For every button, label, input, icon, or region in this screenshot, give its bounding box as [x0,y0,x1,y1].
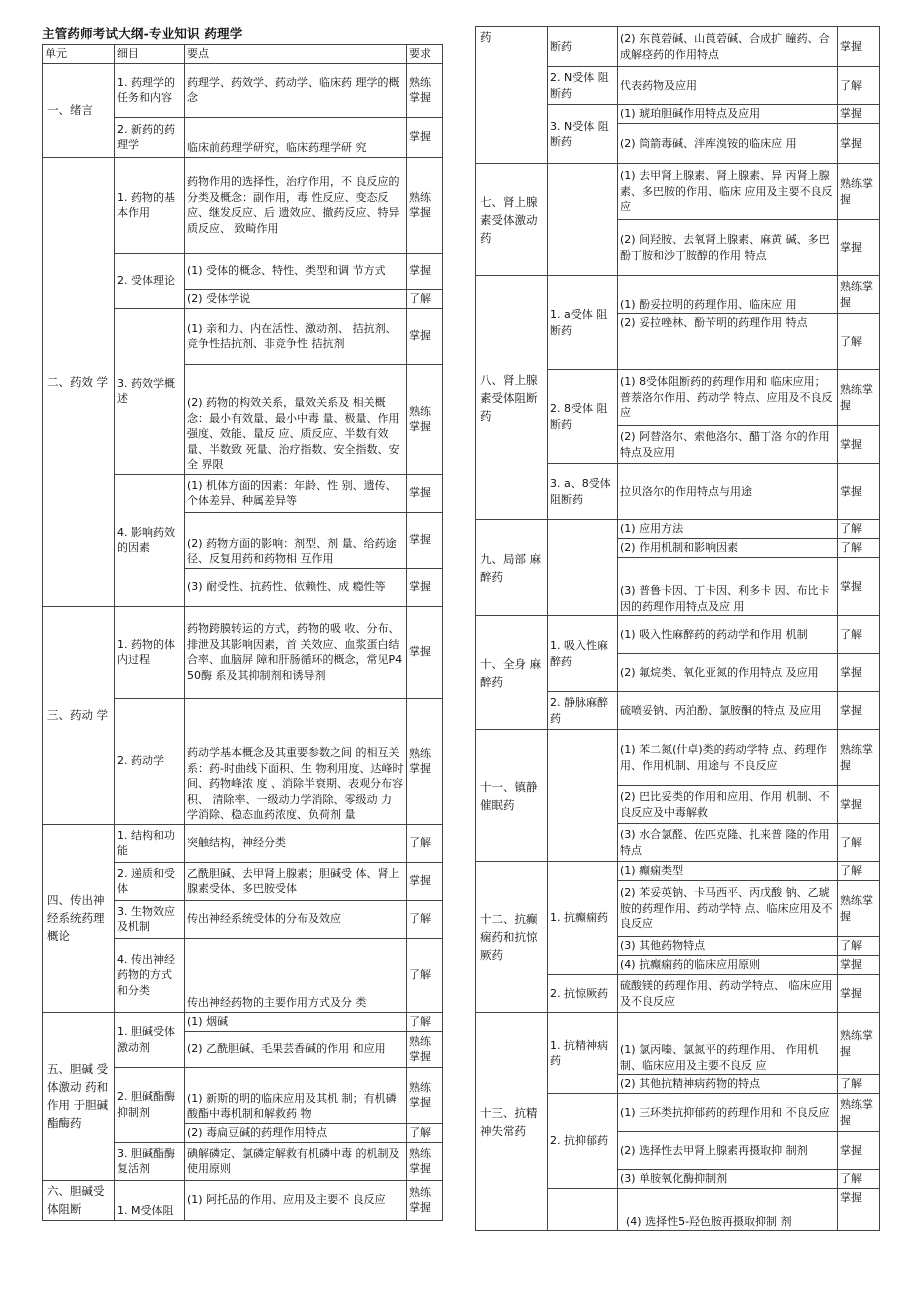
point-cell: 药动学基本概念及其重要参数之间 的相互关系：药-时曲线下面积、生 物利用度、达峰时间、药物峰浓 度 、消除半衰期、表观分布容积、 清除率、一级动力学消除、零级动 力 学消除、稳态血药浓度、负荷剂 量 [185,698,407,824]
sub-cell: 2. N受体 阻断药 [548,67,618,105]
req-cell: 掌握 [407,308,443,364]
point-cell: (1) 酚妥拉明的药理作用、临床应 用 [618,276,838,314]
left-syllabus-table [42,44,442,1221]
req-cell: 熟练掌握 [407,1067,443,1123]
req-cell: 掌握 [407,568,443,606]
sub-cell: 2. 抗惊厥药 [548,975,618,1013]
point-cell: (3) 单胺氧化酶抑制剂 [618,1170,838,1189]
header-unit: 单元 [43,45,115,64]
req-cell: 了解 [838,539,880,558]
req-cell: 了解 [407,1012,443,1031]
point-cell: (3) 耐受性、抗药性、依赖性、成 瘾性等 [185,568,407,606]
point-cell: 传出神经药物的主要作用方式及分 类 [185,938,407,1012]
table-row [476,730,880,786]
req-cell: 掌握 [838,124,880,164]
point-cell: 乙酰胆碱、去甲肾上腺素；胆碱受 体、肾上腺素受体、多巴胺受体 [185,862,407,900]
point-cell: (2) 药物方面的影响：剂型、剂 量、给药途径、反复用药和药物相 互作用 [185,512,407,568]
req-cell: 掌握 [838,956,880,975]
point-cell: (1) 烟碱 [185,1012,407,1031]
req-cell: 熟练掌握 [407,63,443,117]
req-cell: 熟练掌握 [838,370,880,426]
point-cell: (3) 其他药物特点 [618,937,838,956]
req-cell: 熟练掌握 [407,157,443,253]
req-cell: 掌握 [838,692,880,730]
point-cell: (1) 吸入性麻醉药的药动学和作用 机制 [618,616,838,654]
req-cell: 了解 [838,67,880,105]
unit-cell: 八、肾上腺素受体阻断药 [476,276,548,520]
point-cell: (1) 去甲肾上腺素、肾上腺素、异 丙肾上腺素、多巴胺的作用、临床 应用及主要不良反应 [618,164,838,220]
point-cell: (1) 8受体阻断药的药理作用和 临床应用；普萘洛尔作用、药动学 特点、应用及不良反应 [618,370,838,426]
page-title: 主管药师考试大纲-专业知识 药理学 [42,26,243,41]
table-row [43,1180,443,1220]
point-cell: (1) 琥珀胆碱作用特点及应用 [618,105,838,124]
req-cell: 掌握 [838,654,880,692]
sub-cell: 4. 影响药效的因素 [115,474,185,606]
sub-cell: 1. 药理学的任务和内容 [115,63,185,117]
point-cell: (2) 氟烷类、氧化亚氮的作用特点 及应用 [618,654,838,692]
point-cell: (4) 抗癫痫药的临床应用原则 [618,956,838,975]
point-cell: 拉贝洛尔的作用特点与用途 [618,464,838,520]
table-row [43,63,443,117]
header-point: 要点 [185,45,407,64]
point-cell: (1) 受体的概念、特性、类型和调 节方式 [185,253,407,289]
req-cell: 掌握 [838,558,880,616]
point-cell: (2) 作用机制和影响因素 [618,539,838,558]
sub-cell [548,164,618,276]
req-cell: 了解 [838,616,880,654]
req-cell: 掌握 [407,862,443,900]
point-cell: (2) 妥拉唑林、酚苄明的药理作用 特点 [618,314,838,370]
unit-cell: 九、局部 麻醉药 [476,520,548,616]
unit-cell: 四、传出神经系统药理概论 [43,824,115,1012]
sub-cell: 1. 药物的基本作用 [115,157,185,253]
point-cell: (1) 苯二氮(什卓)类的药动学特 点、药理作用、作用机制、用途与 不良反应 [618,730,838,786]
sub-cell: 3. 胆碱酯酶复活剂 [115,1142,185,1180]
sub-cell: 1. M受体阻 [115,1180,185,1220]
point-cell: (1) 三环类抗抑郁药的药理作用和 不良反应 [618,1094,838,1132]
req-cell: 熟练掌握 [838,276,880,314]
req-cell: 了解 [838,520,880,539]
req-cell: 熟练掌握 [407,1031,443,1067]
table-row [43,1012,443,1031]
header-sub: 细目 [115,45,185,64]
req-cell: 熟练掌握 [838,1094,880,1132]
sub-cell: 2. 抗抑郁药 [548,1094,618,1189]
req-cell: 了解 [838,862,880,881]
unit-cell: 五、胆碱 受体激动 药和作用 于胆碱酯酶药 [43,1012,115,1180]
unit-cell: 十二、抗癫痫药和抗惊厥药 [476,862,548,1013]
req-cell: 掌握 [407,512,443,568]
unit-cell: 三、药动 学 [43,606,115,824]
req-cell: 掌握 [838,426,880,464]
point-cell: 代表药物及应用 [618,67,838,105]
req-cell: 掌握 [838,786,880,824]
point-cell: 硫酸镁的药理作用、药动学特点、 临床应用及不良反应 [618,975,838,1013]
unit-cell: 六、胆碱受体阻断 [43,1180,115,1220]
table-row [476,27,880,67]
table-row [43,824,443,862]
point-cell: 突触结构，神经分类 [185,824,407,862]
req-cell: 了解 [838,1075,880,1094]
req-cell: 熟练掌握 [407,364,443,474]
unit-cell: 十一、镇静催眠药 [476,730,548,862]
req-cell: 了解 [407,938,443,1012]
unit-cell: 二、药效 学 [43,157,115,606]
sub-cell [548,730,618,862]
unit-cell: 一、绪言 [43,63,115,157]
req-cell: 掌握 [838,1189,880,1231]
sub-cell: 2. 递质和受体 [115,862,185,900]
point-cell: 药物跨膜转运的方式，药物的吸 收、分布、排泄及其影响因素，首 关效应、血浆蛋白结合率、血脑屏 障和肝肠循环的概念，常见P450酶 系及其抑制剂和诱导剂 [185,606,407,698]
sub-cell: 1. 抗精神病药 [548,1013,618,1094]
req-cell: 熟练掌握 [407,1142,443,1180]
req-cell: 熟练掌握 [838,881,880,937]
point-cell: (4) 选择性5-羟色胺再摄取抑制 剂 [618,1189,838,1231]
point-cell: 药理学、药效学、药动学、临床药 理学的概念 [185,63,407,117]
point-cell: (1) 亲和力、内在活性、激动剂、 拮抗剂、竞争性拮抗剂、非竞争性 拮抗剂 [185,308,407,364]
unit-cell: 药 [476,27,548,164]
point-cell: (2) 毒扁豆碱的药理作用特点 [185,1123,407,1142]
req-cell: 掌握 [407,474,443,512]
point-cell: (2) 乙酰胆碱、毛果芸香碱的作用 和应用 [185,1031,407,1067]
point-cell: (2) 受体学说 [185,289,407,308]
req-cell: 掌握 [838,220,880,276]
sub-cell: 3. N受体 阻断药 [548,105,618,164]
sub-cell: 1. 药物的体内过程 [115,606,185,698]
point-cell: 传出神经系统受体的分布及效应 [185,900,407,938]
point-cell: 硫喷妥钠、丙泊酚、氯胺酮的特点 及应用 [618,692,838,730]
point-cell: (2) 选择性去甲肾上腺素再摄取抑 制剂 [618,1132,838,1170]
req-cell: 了解 [407,1123,443,1142]
sub-cell [548,1189,618,1231]
point-cell: (3) 普鲁卡因、丁卡因、利多卡 因、布比卡因的药理作用特点及应 用 [618,558,838,616]
req-cell: 了解 [838,314,880,370]
sub-cell: 1. 胆碱受体激动剂 [115,1012,185,1067]
req-cell: 了解 [407,824,443,862]
sub-cell: 3. a、8受体阻断药 [548,464,618,520]
sub-cell: 1. 结构和功能 [115,824,185,862]
req-cell: 熟练掌握 [838,164,880,220]
point-cell: (2) 间羟胺、去氧肾上腺素、麻黄 碱、多巴酚丁胺和沙丁胺醇的作用 特点 [618,220,838,276]
point-cell: (2) 苯妥英钠、卡马西平、丙戊酸 钠、乙琥胺的药理作用、药动学特 点、临床应用及不良反应 [618,881,838,937]
sub-cell [548,520,618,616]
unit-cell: 十、全身 麻醉药 [476,616,548,730]
sub-cell: 断药 [548,27,618,67]
table-row [43,606,443,698]
point-cell: (2) 东莨菪碱、山莨菪碱、合成扩 瞳药、合成解痉药的作用特点 [618,27,838,67]
point-cell: (1) 氯丙嗪、氯氮平的药理作用、 作用机制、临床应用及主要不良反 应 [618,1013,838,1075]
req-cell: 掌握 [407,117,443,157]
sub-cell: 3. 生物效应及机制 [115,900,185,938]
table-row [476,276,880,314]
req-cell: 掌握 [838,27,880,67]
right-syllabus-table [475,26,879,1231]
req-cell: 掌握 [838,975,880,1013]
sub-cell: 2. 胆碱酯酶抑制剂 [115,1067,185,1142]
table-row [43,157,443,253]
req-cell: 熟练掌握 [838,730,880,786]
point-cell: (3) 水合氯醛、佐匹克隆、扎来普 隆的作用特点 [618,824,838,862]
table-row [476,164,880,220]
point-cell: (2) 筒箭毒碱、泮库溴铵的临床应 用 [618,124,838,164]
point-cell: (1) 新斯的明的临床应用及其机 制；有机磷酸酯中毒机制和解救药 物 [185,1067,407,1123]
req-cell: 了解 [407,289,443,308]
req-cell: 掌握 [838,1132,880,1170]
unit-cell: 七、肾上腺素受体激动药 [476,164,548,276]
sub-cell: 3. 药效学概述 [115,308,185,474]
sub-cell: 2. 静脉麻醉药 [548,692,618,730]
header-req: 要求 [407,45,443,64]
table-row [476,520,880,539]
point-cell: (1) 应用方法 [618,520,838,539]
point-cell: (2) 药物的构效关系，量效关系及 相关概念：最小有效量、最小中毒 量、极量、作用强度、效能、量反 应、质反应、半数有效量、半数致 死量、治疗指数、安全指数、安全 界限 [185,364,407,474]
table-row [476,616,880,654]
req-cell: 掌握 [407,253,443,289]
unit-cell: 十三、抗精神失常药 [476,1013,548,1231]
point-cell: (2) 阿替洛尔、索他洛尔、醋丁洛 尔的作用特点及应用 [618,426,838,464]
req-cell: 了解 [407,900,443,938]
sub-cell: 1. 吸入性麻醉药 [548,616,618,692]
sub-cell: 1. 抗癫痫药 [548,862,618,975]
sub-cell: 1. a受体 阻断药 [548,276,618,370]
req-cell: 熟练掌握 [838,1013,880,1075]
req-cell: 了解 [838,937,880,956]
point-cell: (1) 机体方面的因素：年龄、性 别、遗传、个体差异、种属差异等 [185,474,407,512]
sub-cell: 2. 8受体 阻断药 [548,370,618,464]
req-cell: 掌握 [407,606,443,698]
req-cell: 了解 [838,824,880,862]
sub-cell: 2. 受体理论 [115,253,185,308]
req-cell: 熟练掌握 [407,698,443,824]
point-cell: 临床前药理学研究，临床药理学研 究 [185,117,407,157]
req-cell: 熟练掌握 [407,1180,443,1220]
point-cell: 药物作用的选择性，治疗作用，不 良反应的分类及概念：副作用，毒 性反应、变态反应、继发反应、后 遗效应、撤药反应、特异质反应、 致畸作用 [185,157,407,253]
point-cell: (2) 巴比妥类的作用和应用、作用 机制、不良反应及中毒解救 [618,786,838,824]
table-row [476,862,880,881]
req-cell: 掌握 [838,464,880,520]
sub-cell: 4. 传出神经药物的方式和分类 [115,938,185,1012]
sub-cell: 2. 药动学 [115,698,185,824]
sub-cell: 2. 新药的药理学 [115,117,185,157]
req-cell: 了解 [838,1170,880,1189]
header-row [43,45,443,64]
req-cell: 掌握 [838,105,880,124]
point-cell: (1) 阿托品的作用、应用及主要不 良反应 [185,1180,407,1220]
point-cell: (2) 其他抗精神病药物的特点 [618,1075,838,1094]
table-row [476,1013,880,1075]
point-cell: (1) 癫痫类型 [618,862,838,881]
point-cell: 碘解磷定、氯磷定解救有机磷中毒 的机制及使用原则 [185,1142,407,1180]
